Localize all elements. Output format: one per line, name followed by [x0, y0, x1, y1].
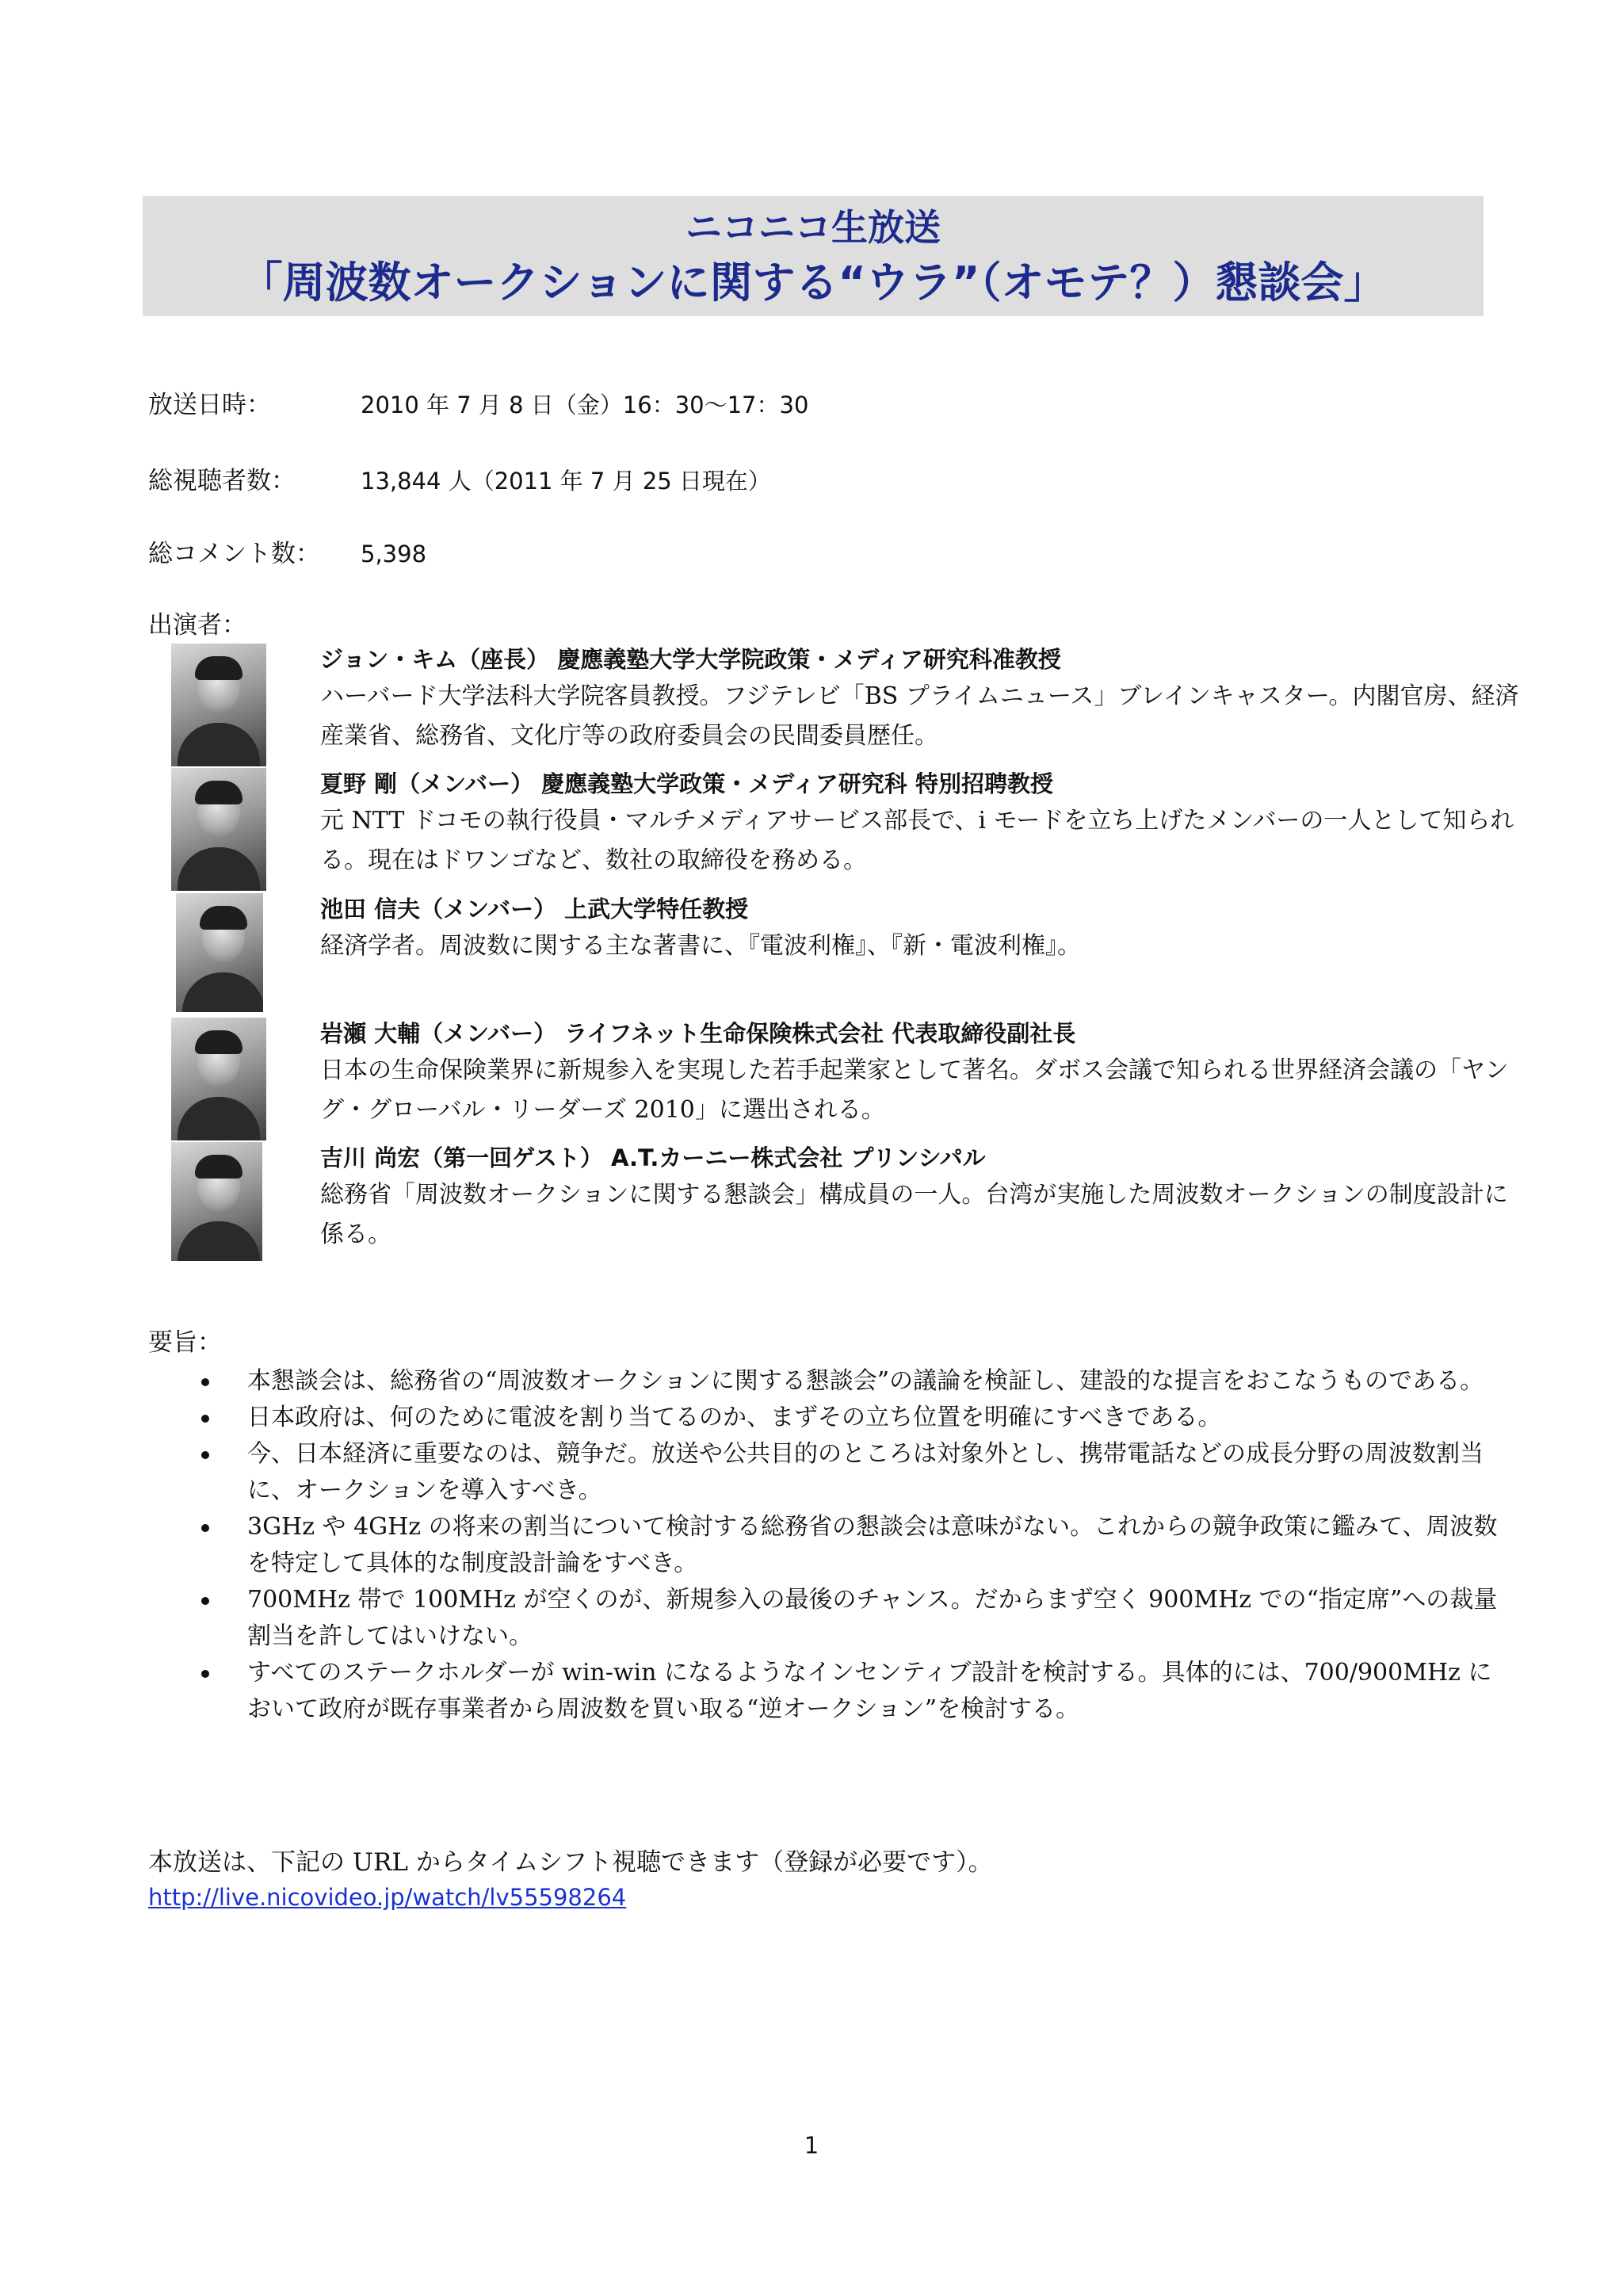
summary-item: 3GHz や 4GHz の将来の割当について検討する総務省の懇談会は意味がない。これからの競争政策に鑑みて、周波数を特定して具体的な制度設計論をすべき。 [198, 1509, 1514, 1582]
cast-member [171, 768, 1518, 893]
summary-item: 今、日本経済に重要なのは、競争だ。放送や公共目的のところは対象外とし、携帯電話などの成長分野の周波数割当に、オークションを導入すべき。 [198, 1436, 1514, 1509]
summary-item: すべてのステークホルダーが win-win になるようなインセンティブ設計を検討する。具体的には、700/900MHz において政府が既存事業者から周波数を買い取る“逆オークション”を検討する。 [198, 1655, 1514, 1728]
viewers-value: 13,844 人（2011 年 7 月 25 日現在） [361, 468, 771, 495]
cast-name: 夏野 剛（メンバー） 慶應義塾大学政策・メディア研究科 特別招聘教授 [320, 770, 1053, 797]
cast-description: ハーバード大学法科大学院客員教授。フジテレビ「BS プライムニュース」ブレインキャスター。内閣官房、経済産業省、総務省、文化庁等の政府委員会の民間委員歴任。 [320, 682, 1519, 750]
cast-description: 経済学者。周波数に関する主な著書に、『電波利権』、『新・電波利権』。 [320, 932, 1081, 960]
summary-label: 要旨： [148, 1328, 222, 1357]
cast-photo [171, 644, 266, 766]
broadcast-date-row [148, 388, 808, 422]
cast-photo [176, 893, 263, 1012]
timeshift-link[interactable]: http://live.nicovideo.jp/watch/lv55598264 [148, 1884, 627, 1911]
comments-value: 5,398 [361, 541, 427, 567]
cast-label: 出演者： [148, 611, 246, 640]
viewers-row [148, 464, 771, 499]
cast-description: 元 NTT ドコモの執行役員・マルチメディアサービス部長で、i モードを立ち上げたメンバーの一人として知られる。現在はドワンゴなど、数社の取締役を務める。 [320, 807, 1514, 874]
title-banner [143, 196, 1484, 316]
cast-name: 岩瀬 大輔（メンバー） ライフネット生命保険株式会社 代表取締役副社長 [320, 1020, 1076, 1047]
cast-member [171, 1142, 1518, 1267]
cast-description: 総務省「周波数オークションに関する懇談会」構成員の一人。台湾が実施した周波数オークションの制度設計に係る。 [320, 1181, 1508, 1248]
summary-item: 日本政府は、何のために電波を割り当てるのか、まずその立ち位置を明確にすべきである。 [198, 1400, 1514, 1436]
cast-name: 池田 信夫（メンバー） 上武大学特任教授 [320, 896, 749, 923]
page-number: 1 [804, 2132, 819, 2159]
timeshift-note: 本放送は、下記の URL からタイムシフト視聴できます（登録が必要です）。 [148, 1848, 993, 1877]
viewers-label: 総視聴者数： [148, 467, 296, 495]
cast-photo [171, 768, 266, 891]
comments-label: 総コメント数： [148, 540, 320, 568]
cast-member [171, 1018, 1518, 1143]
broadcast-date-value: 2010 年 7 月 8 日（金）16：30～17：30 [361, 392, 809, 418]
broadcast-date-label: 放送日時： [148, 391, 271, 419]
title-line-1: ニコニコ生放送 [685, 206, 941, 249]
cast-member [171, 644, 1518, 769]
cast-member [171, 893, 1518, 1018]
summary-item: 本懇談会は、総務省の“周波数オークションに関する懇談会”の議論を検証し、建設的な提言をおこなうものである。 [198, 1363, 1514, 1400]
cast-photo [171, 1018, 266, 1140]
summary-item: 700MHz 帯で 100MHz が空くのが、新規参入の最後のチャンス。だからまず空く 900MHz での“指定席”への裁量割当を許してはいけない。 [198, 1582, 1514, 1655]
cast-photo [171, 1142, 262, 1261]
title-line-2: 「周波数オークションに関する“ウラ”（オモテ？）懇談会」 [239, 258, 1387, 308]
summary-list [198, 1363, 1514, 1728]
comments-row [148, 537, 426, 571]
cast-name: ジョン・キム（座長） 慶應義塾大学大学院政策・メディア研究科准教授 [320, 646, 1061, 673]
cast-description: 日本の生命保険業界に新規参入を実現した若手起業家として著名。ダボス会議で知られる世界経済会議の「ヤング・グローバル・リーダーズ 2010」に選出される。 [320, 1056, 1509, 1124]
cast-name: 吉川 尚宏（第一回ゲスト） A.T.カーニー株式会社 プリンシパル [320, 1144, 986, 1171]
